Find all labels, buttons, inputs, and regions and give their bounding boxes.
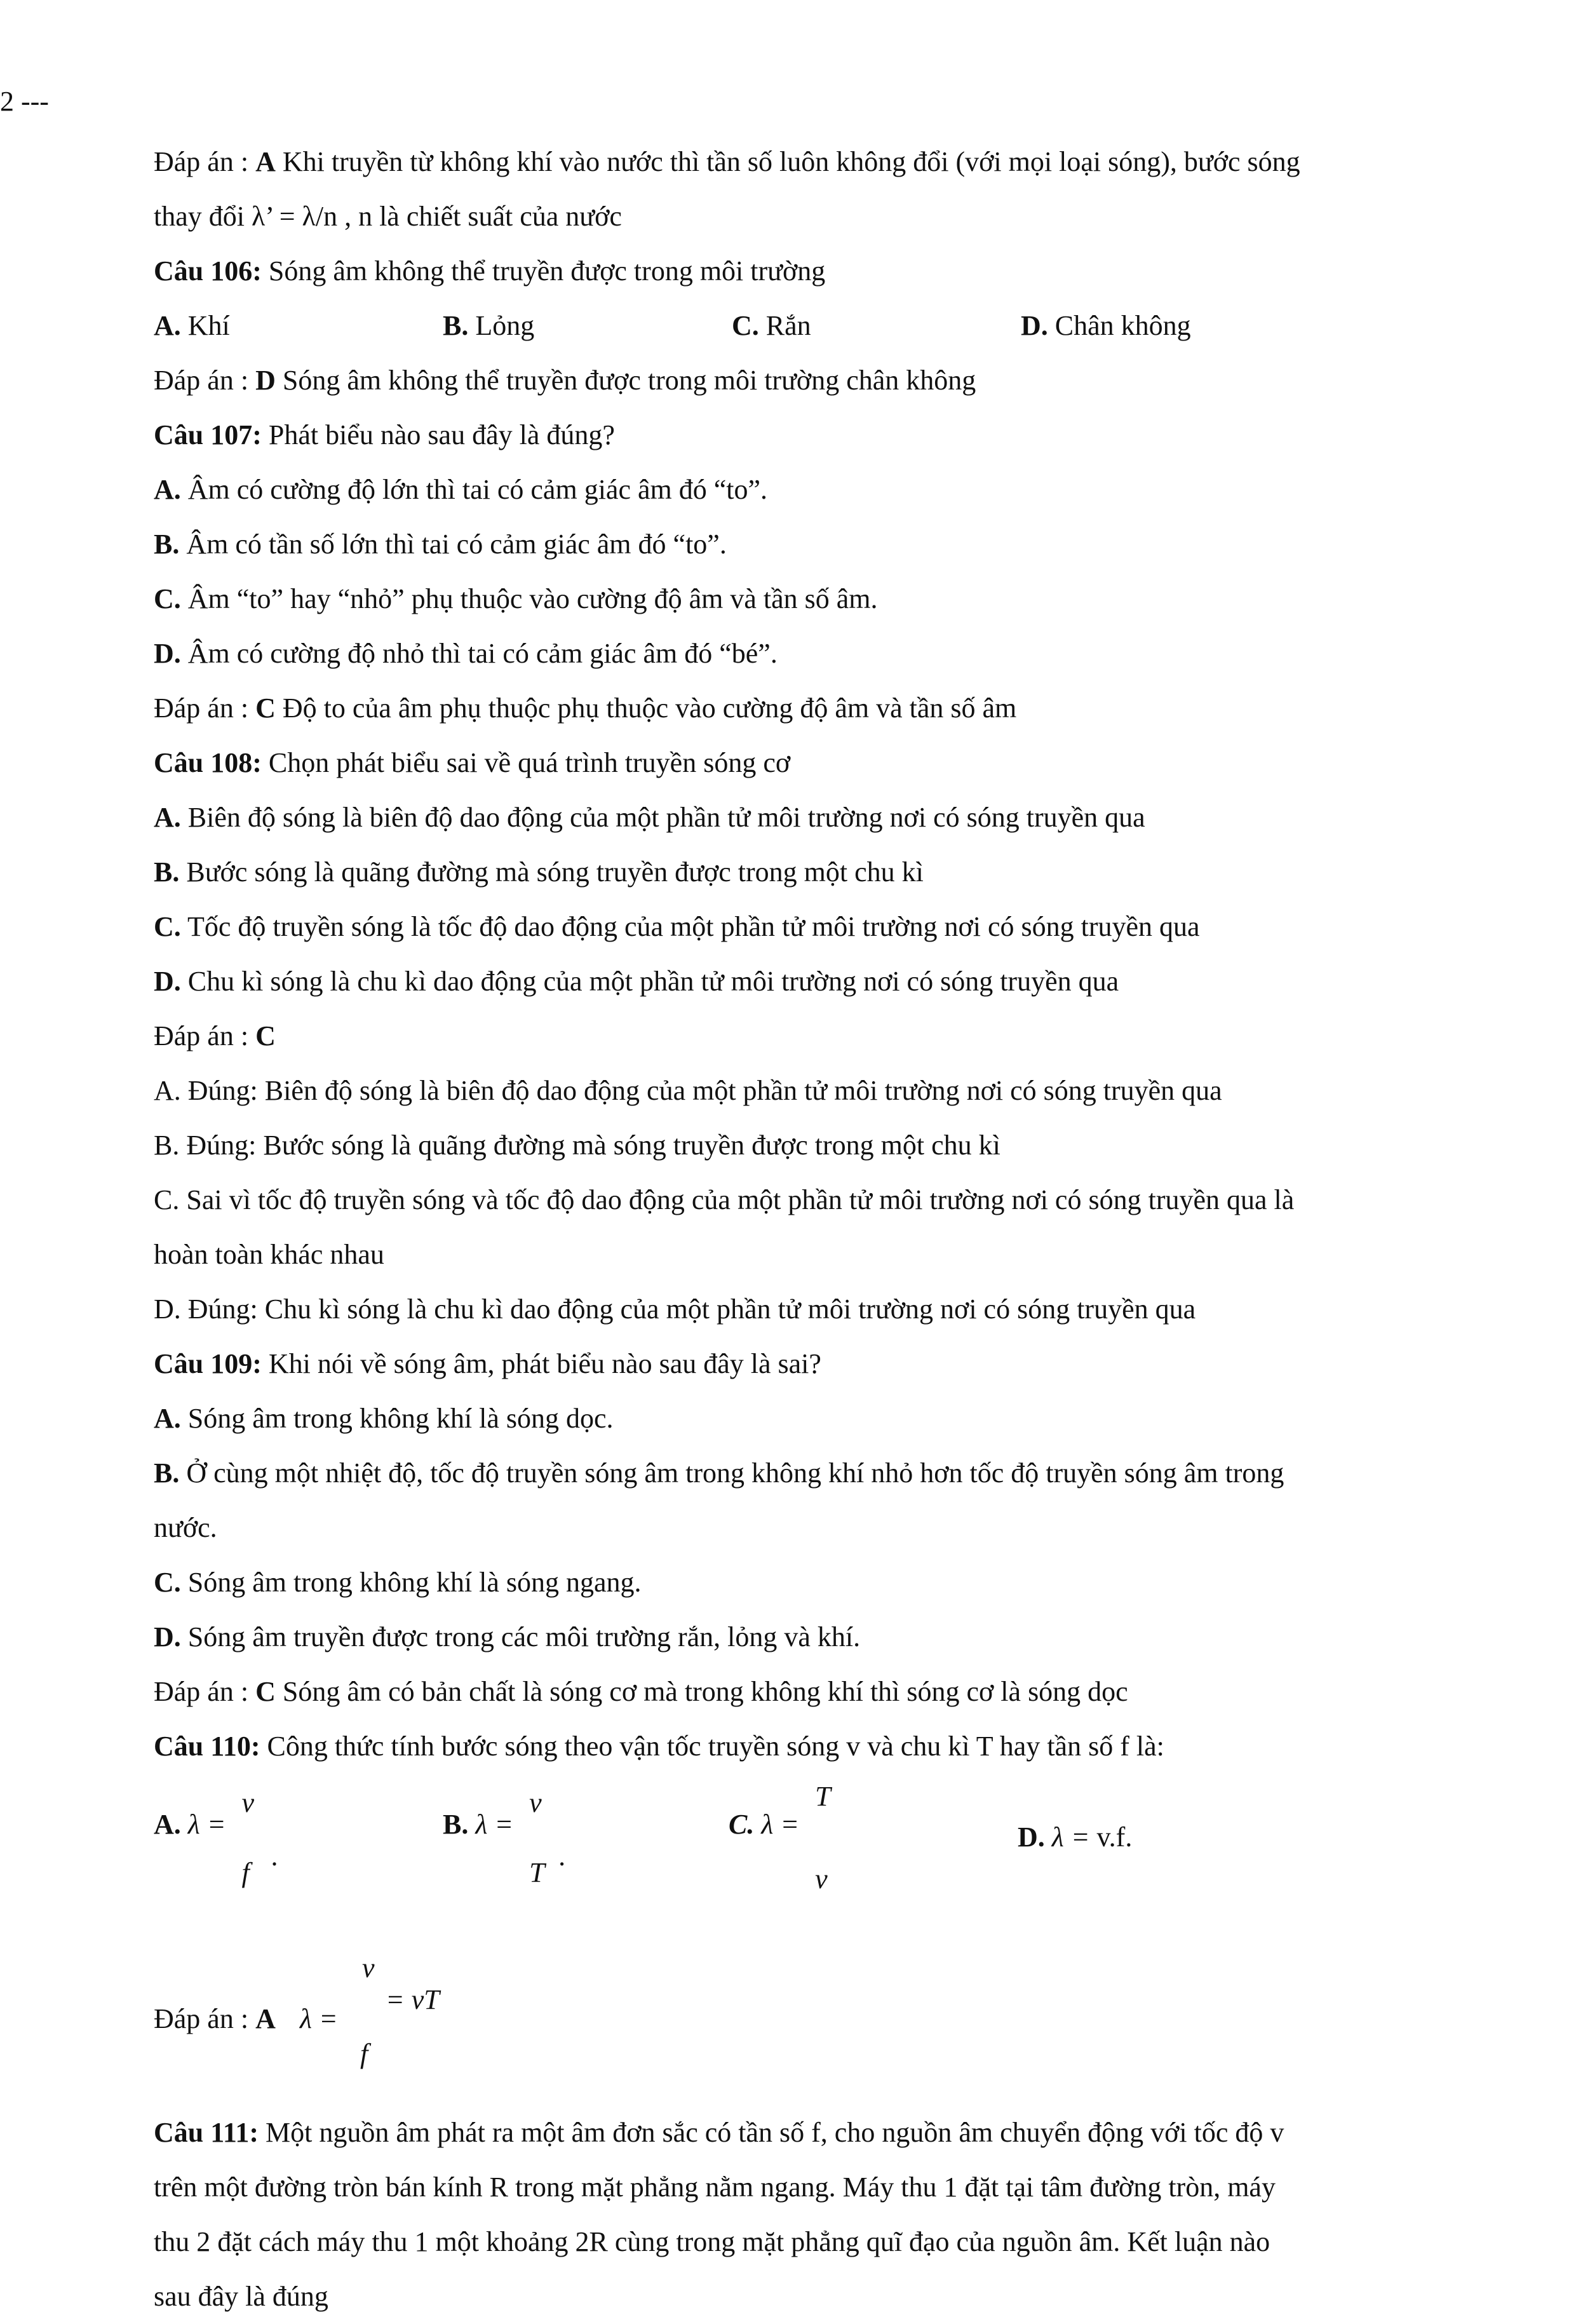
document-body <box>154 135 1424 2324</box>
answer-109: Đáp án : C Sóng âm có bản chất là sóng cơ mà trong không khí thì sóng cơ là sóng dọc <box>154 1676 1128 1707</box>
option-c: C. Rắn <box>732 310 811 341</box>
answer-105-line-2: thay đổi λ’ = λ/n , n là chiết suất của nước <box>154 201 622 232</box>
question-107 <box>154 408 1424 463</box>
question-label: Câu 109: <box>154 1348 262 1379</box>
explanation-b: B. Đúng: Bước sóng là quãng đường mà sóng truyền được trong một chu kì <box>154 1130 1000 1161</box>
formula-lhs: λ = <box>761 1809 800 1840</box>
question-label: Câu 111: <box>154 2117 259 2148</box>
question-text: Chọn phát biểu sai về quá trình truyền sóng cơ <box>261 747 791 778</box>
option-c: C. Tốc độ truyền sóng là tốc độ dao động của một phần tử môi trường nơi có sóng truyền qua <box>154 911 1200 942</box>
option-a: A. Âm có cường độ lớn thì tai có cảm giác âm đó “to”. <box>154 474 768 505</box>
option-d: D. Âm có cường độ nhỏ thì tai có cảm giác âm đó “bé”. <box>154 638 778 669</box>
formula-lhs: λ = <box>475 1809 514 1840</box>
question-108 <box>154 736 1424 790</box>
answer-108: Đáp án : C <box>154 1020 276 1051</box>
page-marker: 2 --- <box>0 86 49 117</box>
option-b: B. Âm có tần số lớn thì tai có cảm giác âm đó “to”. <box>154 529 727 560</box>
question-label: Câu 107: <box>154 419 262 450</box>
option-a: A. λ = v f . <box>154 1780 278 1914</box>
fraction: v f <box>241 1787 255 1888</box>
option-b: B. Lỏng <box>443 310 535 341</box>
question-text: Khi nói về sóng âm, phát biểu nào sau đây là sai? <box>261 1348 821 1379</box>
option-b: B. λ = v T . <box>443 1780 565 1914</box>
option-a: A. Sóng âm trong không khí là sóng dọc. <box>154 1403 614 1434</box>
option-d: D. Chân không <box>1021 310 1191 341</box>
option-d: D. Chu kì sóng là chu kì dao động của một phần tử môi trường nơi có sóng truyền qua <box>154 966 1119 997</box>
option-b: B. Ở cùng một nhiệt độ, tốc độ truyền sóng âm trong không khí nhỏ hơn tốc độ truyền sóng âm trong <box>154 1457 1284 1489</box>
question-text: Sóng âm không thể truyền được trong môi trường <box>261 255 826 287</box>
answer-label: Đáp án : A <box>154 2003 276 2034</box>
explanation-c: C. Sai vì tốc độ truyền sóng và tốc độ dao động của một phần tử môi trường nơi có sóng truyền qua là <box>154 1184 1295 1215</box>
answer-110: Đáp án : A λ = v f = vT <box>154 1952 440 2069</box>
question-label: Câu 106: <box>154 255 262 287</box>
question-110 <box>154 1719 1424 1774</box>
option-a: A. Khí <box>154 310 230 341</box>
answer-107: Đáp án : C Độ to của âm phụ thuộc phụ thuộc vào cường độ âm và tần số âm <box>154 692 1017 724</box>
answer-prefix: Đáp án : <box>154 146 256 177</box>
option-c: C. Âm “to” hay “nhỏ” phụ thuộc vào cường độ âm và tần số âm. <box>154 583 878 614</box>
question-109 <box>154 1337 1424 1391</box>
question-111-line-4: sau đây là đúng <box>154 2281 328 2312</box>
fraction: T v <box>815 1781 831 1895</box>
option-b: B. Bước sóng là quãng đường mà sóng truyền được trong một chu kì <box>154 856 924 888</box>
question-text: Một nguồn âm phát ra một âm đơn sắc có tần số f, cho nguồn âm chuyển động với tốc độ v <box>259 2117 1284 2148</box>
question-text: Phát biểu nào sau đây là đúng? <box>261 419 615 450</box>
explanation-d: D. Đúng: Chu kì sóng là chu kì dao động của một phần tử môi trường nơi có sóng truyền qua <box>154 1294 1196 1325</box>
formula-lhs: λ = <box>1051 1821 1090 1853</box>
answer-text: Khi truyền từ không khí vào nước thì tần số luôn không đổi (với mọi loại sóng), bước sóng <box>275 146 1300 177</box>
question-111-line-2: trên một đường tròn bán kính R trong mặt phẳng nằm ngang. Máy thu 1 đặt tại tâm đường tròn, máy <box>154 2172 1276 2203</box>
question-106 <box>154 244 1424 299</box>
answer-106: Đáp án : D Sóng âm không thể truyền được trong môi trường chân không <box>154 365 976 396</box>
option-b-cont: nước. <box>154 1512 217 1543</box>
question-111 <box>154 2105 1424 2160</box>
answer-letter: A <box>255 146 276 177</box>
question-106-options <box>154 299 1424 353</box>
question-label: Câu 108: <box>154 747 262 778</box>
answer-105-line-1 <box>154 135 1424 189</box>
formula-lhs: λ = <box>187 1809 226 1840</box>
question-110-options <box>154 1780 1424 1933</box>
question-label: Câu 110: <box>154 1731 260 1762</box>
option-c: C. Sóng âm trong không khí là sóng ngang. <box>154 1567 642 1598</box>
option-a: A. Biên độ sóng là biên độ dao động của một phần tử môi trường nơi có sóng truyền qua <box>154 802 1145 833</box>
explanation-a: A. Đúng: Biên độ sóng là biên độ dao động của một phần tử môi trường nơi có sóng truyền qua <box>154 1075 1222 1106</box>
option-c: C. λ = T v <box>729 1780 844 1914</box>
fraction: v T <box>529 1787 545 1888</box>
explanation-c-cont: hoàn toàn khác nhau <box>154 1239 384 1270</box>
question-text: Công thức tính bước sóng theo vận tốc truyền sóng v và chu kì T hay tần số f là: <box>260 1731 1164 1762</box>
option-d: D. λ = v.f. <box>1018 1821 1133 1853</box>
option-d: D. Sóng âm truyền được trong các môi trường rắn, lỏng và khí. <box>154 1621 861 1652</box>
question-111-line-3: thu 2 đặt cách máy thu 1 một khoảng 2R cùng trong mặt phẳng quĩ đạo của nguồn âm. Kết luận nào <box>154 2226 1270 2257</box>
